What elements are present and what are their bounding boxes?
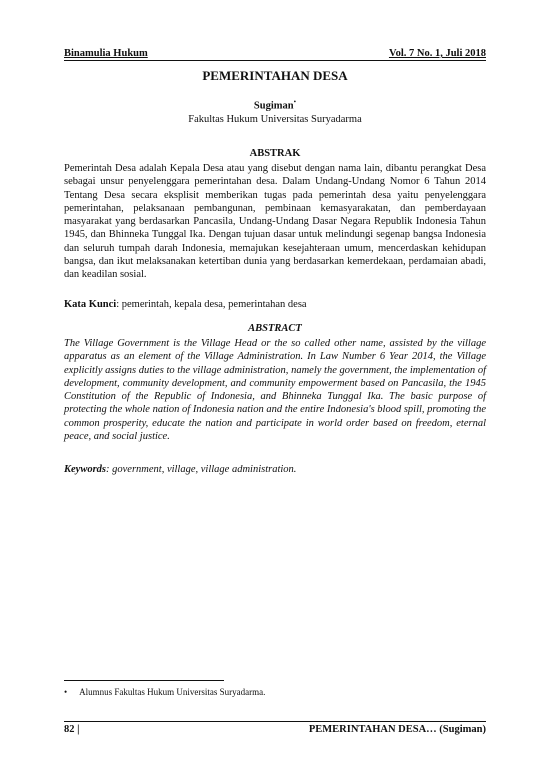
journal-name: Binamulia Hukum (64, 48, 148, 59)
page-number: 82 | (64, 724, 80, 735)
author-name: Sugiman (253, 100, 294, 112)
kata-kunci-values: : pemerintah, kepala desa, pemerintahan desa (116, 299, 307, 310)
footer-running-title: PEMERINTAHAN DESA… (Sugiman) (308, 724, 486, 735)
running-header (64, 45, 486, 61)
keywords-values: : government, village, village administration. (106, 464, 297, 475)
footnote (64, 687, 265, 697)
journal-volume: Vol. 7 No. 1, Juli 2018 (388, 48, 486, 59)
journal-page (64, 0, 486, 777)
keywords-label: Keywords (64, 464, 106, 475)
keywords-line (64, 463, 486, 476)
abstrak-heading: ABSTRAK (249, 148, 301, 159)
article-title: PEMERINTAHAN DESA (202, 68, 348, 83)
running-footer (64, 721, 486, 735)
author-affiliation: Fakultas Hukum Universitas Suryadarma (188, 113, 362, 125)
footnote-mark: • (64, 687, 68, 697)
footnote-divider (64, 680, 224, 681)
author-footnote-mark: • (293, 98, 297, 106)
kata-kunci-label: Kata Kunci (64, 299, 117, 310)
abstrak-body: Pemerintah Desa adalah Kepala Desa atau yang disebut dengan nama lain, dibantu perangkat Desa sebagai unsur penyelenggara pemerintahan desa. Dalam Undang-Undang Nomor 6 Tahun 2014 Tentang Desa secara eksplisit memberikan tugas pada pemerintah desa yaitu penyelenggara pemerintahan, pelaksanaan pembangunan, pembinaan kemasyarakatan, dan pemberdayaan masyarakat yang berdasarkan Pancasila, Undang-Undang Dasar Negara Republik Indonesia Tahun 1945, dan Bhinneka Tunggal Ika. Dengan tujuan dasar untuk melindungi segenap bangsa Indonesia dan seluruh tumpah darah Indonesia, memajukan kesejahteraan umum, mencerdaskan kehidupan bangsa, dan ikut melaksanakan ketertiban dunia yang berdasarkan kemerdekaan, perdamaian abadi, dan keadilan sosial. (64, 163, 486, 281)
footnote-text: Alumnus Fakultas Hukum Universitas Suryadarma. (79, 687, 266, 697)
abstract-body: The Village Government is the Village Head or the so called other name, assisted by the village apparatus as an element of the Village Administration. In Law Number 6 Year 2014, the Village explicitly assigns duties to the village administration, namely the government, the implementation of development, community development, and community empowerment based on Pancasila, the 1945 Constitution of the Republic of Indonesia, and Bhinneka Tunggal Ika. The basic purpose of protecting the whole nation of Indonesia nation and the entire Indonesia's blood spill, promoting the common prosperity, educate the nation and participate in world order based on freedom, eternal peace, and social justice. (64, 338, 486, 443)
abstract-heading: ABSTRACT (248, 323, 302, 334)
author-block (64, 96, 486, 126)
kata-kunci-line (64, 298, 486, 311)
